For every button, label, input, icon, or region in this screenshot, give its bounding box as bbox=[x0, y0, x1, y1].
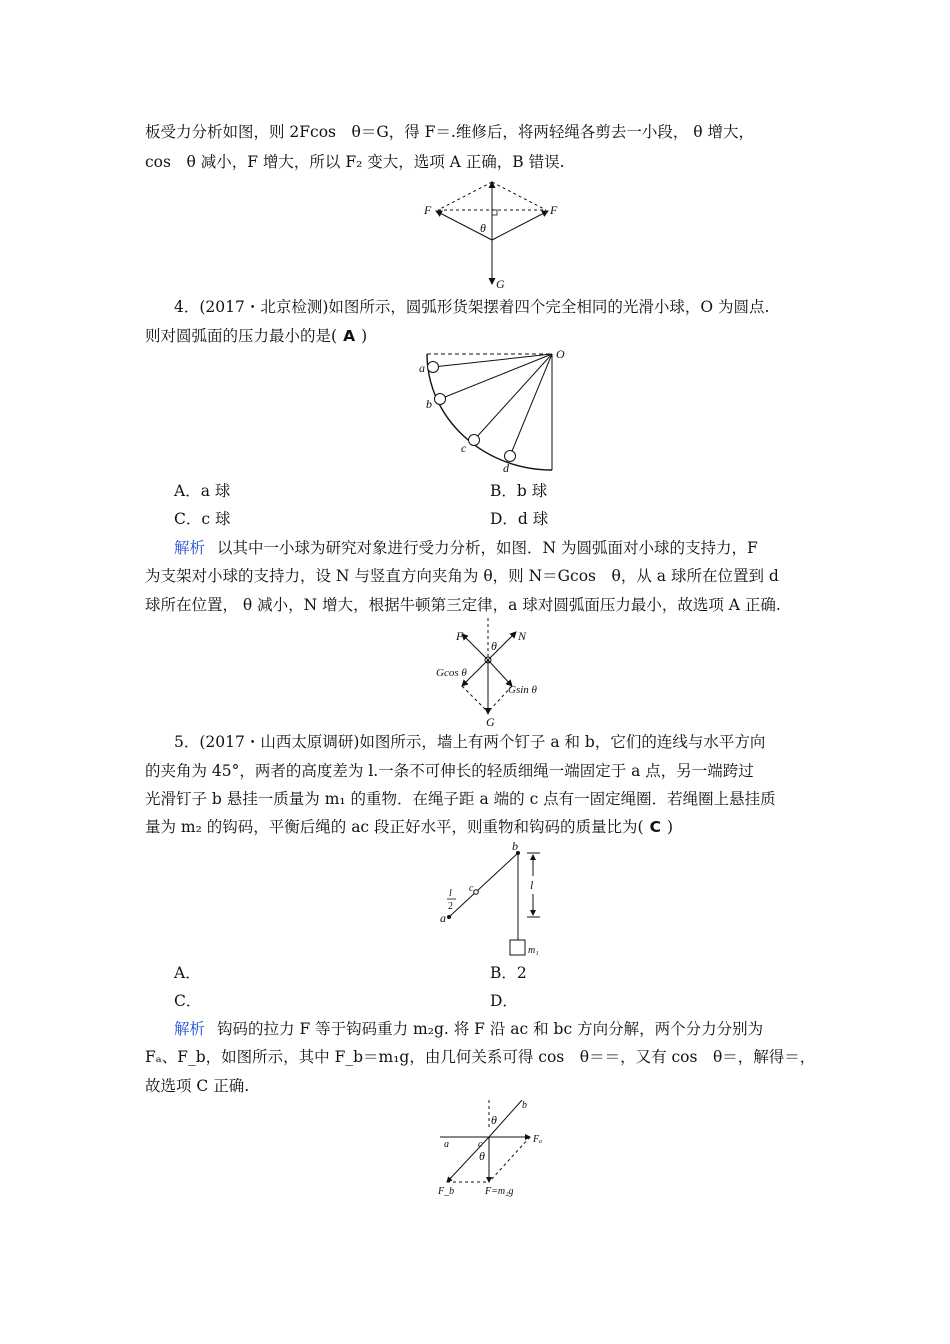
figure-decomposition bbox=[432, 1100, 557, 1198]
q4-analysis-line-2: 为支架对小球的支持力，设 N 与竖直方向夹角为 θ，则 N＝Gcos θ，从 a 球所在位置到 d bbox=[145, 567, 779, 585]
label-a: a bbox=[440, 911, 446, 925]
weight-m1 bbox=[510, 940, 525, 955]
label-f-right: F bbox=[550, 203, 558, 217]
right-angle-mark bbox=[492, 210, 497, 215]
dashed-parallel bbox=[489, 1137, 530, 1182]
label-fa: Fₐ bbox=[533, 1134, 543, 1145]
label-d: d bbox=[503, 461, 509, 475]
q4-analysis-label: 解析 bbox=[174, 539, 206, 557]
label-gcos: Gcos θ bbox=[436, 667, 467, 679]
q4-analysis-text-1: 以其中一小球为研究对象进行受力分析，如图．N 为圆弧面对小球的支持力，F bbox=[217, 539, 758, 557]
label-f: F=m₂g bbox=[485, 1186, 514, 1197]
nail-a bbox=[447, 915, 451, 919]
label-half-den: 2 bbox=[448, 901, 453, 912]
q5-line-2: 的夹角为 45°，两者的高度差为 l.一条不可伸长的轻质细绳一端固定于 a 点，另一端跨过 bbox=[145, 762, 754, 780]
label-c: c bbox=[478, 1139, 483, 1150]
q4-option-b: B．b 球 bbox=[490, 482, 548, 500]
q5-question-text: 量为 m₂ 的钩码，平衡后绳的 ac 段正好水平，则重物和钩码的质量比为( bbox=[145, 818, 644, 836]
ball-d bbox=[505, 451, 516, 462]
label-theta-top: θ bbox=[491, 1113, 497, 1127]
figure-ball-forces bbox=[432, 618, 557, 728]
label-half-num: l bbox=[449, 888, 452, 899]
label-theta: θ bbox=[480, 221, 486, 235]
intro-line-2: cos θ 减小，F 增大，所以 F₂ 变大，选项 A 正确，B 错误. bbox=[145, 153, 565, 171]
label-theta: θ bbox=[491, 639, 497, 653]
q5-option-a: A． bbox=[174, 964, 201, 982]
label-b: b bbox=[522, 1100, 527, 1111]
q5-analysis-line-2: Fₐ、F_b，如图所示，其中 F_b＝m₁g，由几何关系可得 cos θ＝＝，又有 cos θ＝，解得＝， bbox=[145, 1048, 816, 1066]
q4-option-d: D．d 球 bbox=[490, 510, 549, 528]
label-n: N bbox=[518, 629, 527, 643]
rod-d bbox=[510, 354, 552, 456]
ring-c bbox=[474, 890, 479, 895]
label-m1: m₁ bbox=[528, 945, 539, 956]
q4-option-a: A．a 球 bbox=[174, 482, 231, 500]
ball-a bbox=[428, 362, 439, 373]
figure-nails-rope bbox=[432, 840, 562, 962]
q5-answer: C bbox=[649, 818, 661, 836]
q5-line-4 bbox=[145, 816, 825, 838]
q4-line-1: 4．(2017・北京检测)如图所示，圆弧形货架摆着四个完全相同的光滑小球，O 为圆点. bbox=[174, 298, 770, 316]
figure-rhombus-forces bbox=[420, 174, 565, 292]
q5-option-c: C． bbox=[174, 992, 202, 1010]
label-a: a bbox=[444, 1139, 449, 1150]
label-l: l bbox=[530, 878, 534, 892]
q4-option-c: C．c 球 bbox=[174, 510, 231, 528]
q4-question-text: 则对圆弧面的压力最小的是( bbox=[145, 327, 338, 345]
figure-arc-shelf bbox=[415, 346, 575, 478]
q5-analysis-label: 解析 bbox=[174, 1020, 206, 1038]
label-theta-bottom: θ bbox=[479, 1149, 485, 1163]
arc-surface bbox=[427, 354, 552, 470]
intro-line-1: 板受力分析如图，则 2Fcos θ＝G，得 F＝.维修后，将两轻绳各剪去一小段， θ 增大， bbox=[145, 123, 755, 141]
q5-analysis-text-1: 钩码的拉力 F 等于钩码重力 m₂g. 将 F 沿 ac 和 bc 方向分解，两个分力分别为 bbox=[217, 1020, 764, 1038]
label-b: b bbox=[426, 397, 432, 411]
label-b: b bbox=[512, 840, 518, 853]
q4-line-2 bbox=[145, 325, 825, 347]
gsin-arrow bbox=[488, 660, 512, 686]
rope-ab bbox=[449, 853, 518, 917]
ball-c bbox=[469, 435, 480, 446]
q4-answer: A bbox=[343, 327, 356, 345]
force-right-arrow bbox=[492, 211, 548, 240]
rod-c bbox=[474, 354, 552, 440]
label-g: G bbox=[486, 715, 495, 728]
q5-analysis-line-1 bbox=[174, 1018, 854, 1040]
rod-a bbox=[433, 354, 552, 367]
q5-line-3: 光滑钉子 b 悬挂一质量为 m₁ 的重物．在绳子距 a 端的 c 点有一固定绳圈．若绳圈上悬挂质 bbox=[145, 790, 776, 808]
label-c: c bbox=[469, 883, 474, 894]
dashed-edge bbox=[438, 182, 492, 210]
q4-analysis-line-3: 球所在位置， θ 减小，N 增大，根据牛顿第三定律，a 球对圆弧面压力最小，故选项 A 正确. bbox=[145, 596, 781, 614]
dashed-parallel bbox=[462, 686, 488, 712]
f-arrow bbox=[462, 634, 488, 660]
q5-paren-close: ) bbox=[666, 818, 674, 836]
label-a: a bbox=[419, 361, 425, 375]
dashed-edge bbox=[492, 182, 546, 210]
label-g: G bbox=[496, 277, 505, 291]
q4-analysis-line-1 bbox=[174, 537, 854, 559]
rod-b bbox=[440, 354, 552, 399]
label-fb: F_b bbox=[438, 1186, 455, 1197]
ball-b bbox=[435, 394, 446, 405]
q5-line-1: 5．(2017・山西太原调研)如图所示，墙上有两个钉子 a 和 b，它们的连线与水平方向 bbox=[174, 733, 766, 751]
label-gsin: Gsin θ bbox=[508, 684, 537, 696]
label-o: O bbox=[556, 347, 565, 361]
label-c: c bbox=[461, 441, 467, 455]
label-f: F bbox=[456, 629, 464, 643]
q4-paren-close: ) bbox=[361, 327, 368, 345]
q5-analysis-line-3: 故选项 C 正确. bbox=[145, 1077, 250, 1095]
q5-option-d: D． bbox=[490, 992, 518, 1010]
label-f-left: F bbox=[424, 203, 432, 217]
q5-option-b: B．2 bbox=[490, 964, 527, 982]
